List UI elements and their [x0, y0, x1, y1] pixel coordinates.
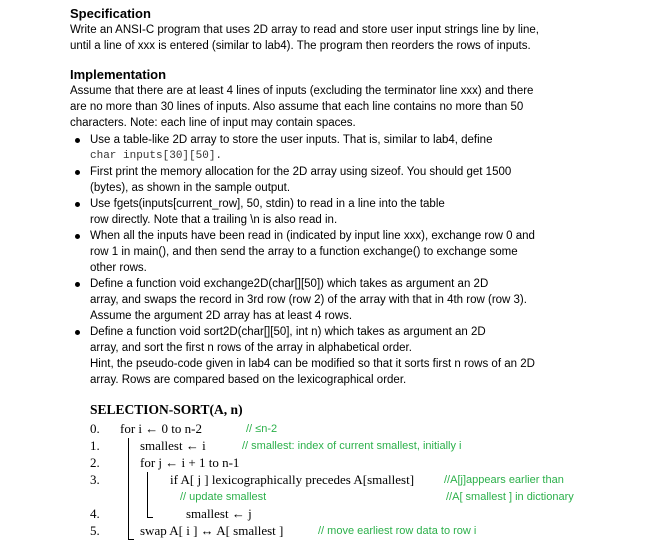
- block-bracket: [147, 517, 153, 518]
- impl-line: characters. Note: each line of input may contain spaces.: [70, 117, 356, 129]
- bullet-line: Use fgets(inputs[current_row], 50, stdin) to read in a line into the table: [90, 198, 445, 210]
- code-comment: // update smallest: [180, 491, 267, 503]
- algo-title: SELECTION-SORT(A, n): [90, 402, 243, 417]
- code-comment: // smallest: index of current smallest, initially i: [242, 440, 462, 452]
- line-number: 5.: [90, 523, 100, 538]
- code-line: for i ← 0 to n-2: [120, 421, 202, 436]
- code-line: smallest ← i: [140, 438, 206, 453]
- code-line: for j ← i + 1 to n-1: [140, 455, 240, 470]
- bullet-line: array, and sort the first n rows of the array in alphabetical order.: [90, 342, 412, 354]
- code-comment: // move earliest row data to row i: [318, 525, 477, 537]
- bullet-item: [70, 276, 642, 324]
- bullet-line: array. Rows are compared based on the lexicographical order.: [90, 374, 407, 386]
- impl-paragraph: [70, 83, 642, 131]
- bullet-dot: [75, 234, 80, 239]
- bullet-line: Assume the argument 2D array has at least 4 rows.: [90, 310, 353, 322]
- line-number: 3.: [90, 472, 100, 487]
- bullet-line: array, and swaps the record in 3rd row (row 2) of the array with that in 4th row (row 3).: [90, 294, 527, 306]
- line-number: 0.: [90, 421, 100, 436]
- bullet-dot: [75, 170, 80, 175]
- bullet-item: [70, 164, 642, 196]
- bullet-dot: [75, 138, 80, 143]
- bullet-line: other rows.: [90, 262, 147, 274]
- bullet-dot: [75, 282, 80, 287]
- spec-line: until a line of xxx is entered (similar to lab4). The program then reorders the rows of inputs.: [70, 40, 531, 52]
- code-line: swap A[ i ] ↔ A[ smallest ]: [140, 523, 284, 538]
- bullet-line: (bytes), as shown in the sample output.: [90, 182, 291, 194]
- bullet-line: Use a table-like 2D array to store the user inputs. That is, similar to lab4, define: [90, 134, 493, 146]
- bullet-line: When all the inputs have been read in (indicated by input line xxx), exchange row 0 and: [90, 230, 535, 242]
- bullet-item: [70, 132, 642, 164]
- block-bracket: [147, 472, 148, 518]
- line-number: 1.: [90, 438, 100, 453]
- spec-paragraph: [70, 22, 642, 54]
- impl-line: Assume that there are at least 4 lines of inputs (excluding the terminator line xxx) and there: [70, 85, 534, 97]
- line-number: 2.: [90, 455, 100, 470]
- spec-heading: Specification: [70, 6, 151, 21]
- impl-line: are no more than 30 lines of inputs. Also assume that each line contains no more than 50: [70, 101, 524, 113]
- code-line: if A[ j ] lexicographically precedes A[smallest]: [170, 472, 415, 487]
- bullet-dot: [75, 330, 80, 335]
- line-number: 4.: [90, 506, 100, 521]
- spec-line: Write an ANSI-C program that uses 2D array to read and store user input strings line by line,: [70, 24, 539, 36]
- bullet-item: [70, 196, 642, 228]
- block-bracket: [128, 438, 129, 540]
- bullet-item: [70, 228, 642, 276]
- impl-heading: Implementation: [70, 67, 167, 82]
- bullet-line: row 1 in main(), and then send the array to a function exchange() to exchange some: [90, 246, 518, 258]
- block-bracket: [128, 539, 134, 540]
- code-comment: //A[ smallest ] in dictionary: [446, 491, 574, 503]
- bullet-code-line: char inputs[30][50].: [90, 150, 223, 162]
- code-comment: //A[j]appears earlier than: [444, 474, 564, 486]
- selection-sort-pseudocode: [90, 402, 630, 542]
- bullet-line: Define a function void exchange2D(char[][50]) which takes as argument an 2D: [90, 278, 489, 290]
- bullet-line: row directly. Note that a trailing \n is also read in.: [90, 214, 338, 226]
- bullet-line: Hint, the pseudo-code given in lab4 can be modified so that it sorts first n rows of an 2D: [90, 358, 535, 370]
- code-comment: // ≤n-2: [246, 423, 278, 435]
- code-line: smallest ← j: [186, 506, 252, 521]
- bullet-dot: [75, 202, 80, 207]
- bullet-line: First print the memory allocation for the 2D array using sizeof. You should get 1500: [90, 166, 512, 178]
- requirements-list: [70, 132, 642, 388]
- bullet-item: [70, 324, 642, 388]
- bullet-line: Define a function void sort2D(char[][50], int n) which takes as argument an 2D: [90, 326, 486, 338]
